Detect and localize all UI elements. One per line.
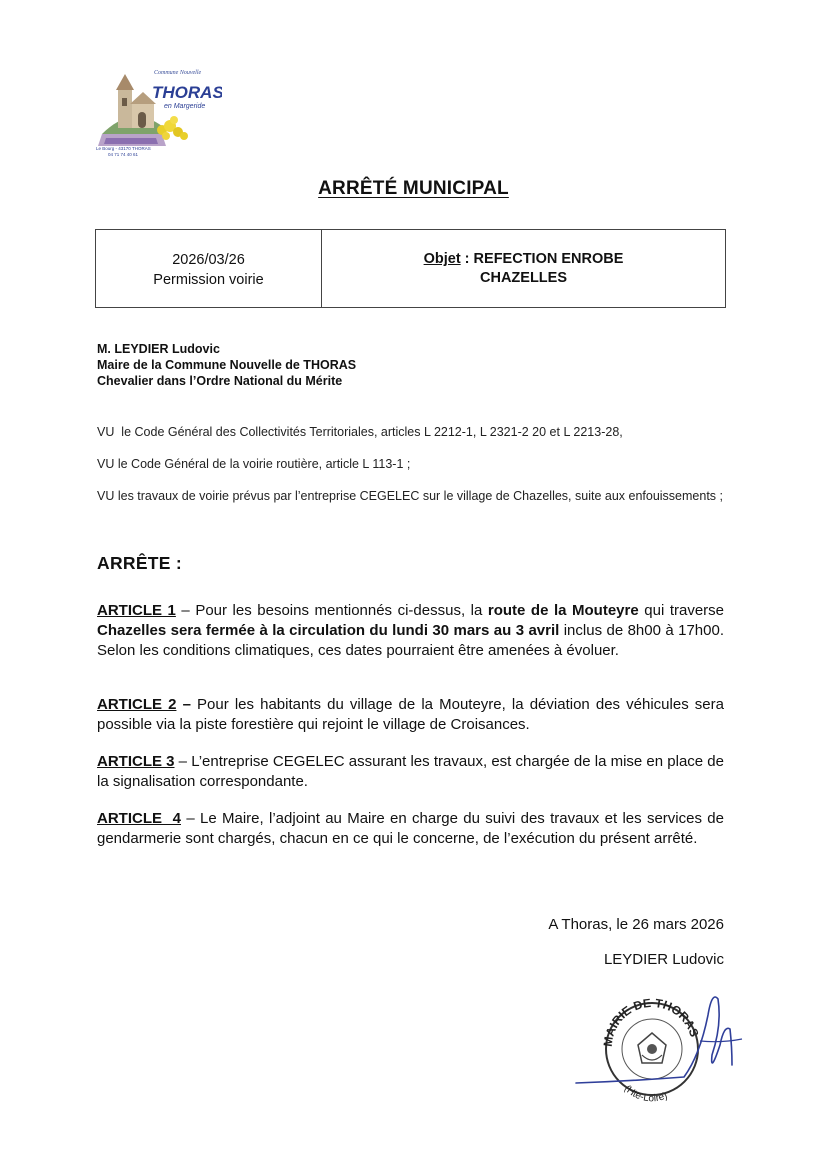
reference-type: Permission voirie bbox=[153, 272, 264, 288]
article-1-label: ARTICLE 1 bbox=[97, 602, 176, 619]
logo-phone: 04 71 74 40 61 bbox=[108, 152, 139, 157]
article-1-sep: – bbox=[175, 602, 196, 619]
article-2-sep: – bbox=[176, 696, 198, 713]
article-2-label: ARTICLE 2 bbox=[97, 696, 177, 713]
reference-object-cell bbox=[322, 230, 725, 307]
signer-name: LEYDIER Ludovic bbox=[603, 951, 724, 968]
object-separator: : bbox=[460, 251, 474, 267]
stamp-bottom-text: (Hte-Loire) bbox=[621, 1083, 670, 1105]
mayor-role: Maire de la Commune Nouvelle de THORAS bbox=[97, 358, 357, 372]
object-label: Objet bbox=[423, 251, 461, 267]
article-2-text: Pour les habitants du village de la Mouteyre, la déviation des véhicules sera possible via la piste forestière qui rejoint le village de Croisances. bbox=[97, 696, 724, 733]
article-3-text: L’entreprise CEGELEC assurant les travaux, est chargée de la mise en place de la signalisation correspondante. bbox=[97, 753, 724, 790]
article-1-text-2: qui traverse bbox=[638, 602, 725, 619]
commune-logo bbox=[92, 64, 222, 158]
mayor-name: M. LEYDIER Ludovic bbox=[97, 342, 220, 356]
official-stamp bbox=[572, 985, 747, 1115]
place-date: A Thoras, le 26 mars 2026 bbox=[548, 916, 724, 933]
mayor-block bbox=[97, 341, 356, 389]
logo-subtitle: en Margeride bbox=[164, 103, 206, 110]
logo-address: Le Bourg - 43170 THORAS bbox=[96, 146, 151, 151]
article-1-text-3: inclus de 8h00 à 17h00. Selon les conditions climatiques, ces dates pourraient être amenées à évoluer. bbox=[97, 622, 724, 659]
consideration-1: VU le Code Général des Collectivités Territoriales, articles L 2212-1, L 2321-2 20 et L 2213-28, bbox=[97, 425, 623, 439]
reference-number-cell bbox=[96, 230, 322, 307]
article-1-text-1: Pour les besoins mentionnés ci-dessus, la bbox=[195, 602, 488, 619]
article-2 bbox=[97, 695, 724, 735]
object-line-1: REFECTION ENROBE bbox=[473, 251, 624, 267]
article-4-label: ARTICLE 4 bbox=[97, 810, 181, 827]
logo-name: THORAS bbox=[152, 83, 222, 102]
mayor-honor: Chevalier dans l’Ordre National du Mérite bbox=[97, 374, 343, 388]
article-3 bbox=[97, 752, 724, 792]
consideration-3: VU les travaux de voirie prévus par l’entreprise CEGELEC sur le village de Chazelles, suite aux enfouissements ; bbox=[97, 489, 723, 503]
stamp-top-text: MAIRIE DE THORAS bbox=[600, 995, 702, 1048]
article-3-label: ARTICLE 3 bbox=[97, 753, 175, 770]
reference-box bbox=[95, 229, 726, 308]
article-1 bbox=[97, 601, 724, 661]
consideration-2: VU le Code Général de la voirie routière, article L 113-1 ; bbox=[97, 457, 411, 471]
article-1-bold-1: route de la Mouteyre bbox=[487, 602, 639, 619]
reference-number: 2026/03/26 bbox=[172, 252, 245, 268]
article-4-sep: – bbox=[181, 810, 200, 827]
logo-commune-line: Commune Nouvelle bbox=[154, 70, 202, 76]
article-1-bold-2: Chazelles sera fermée à la circulation du lundi 30 mars au 3 avril bbox=[97, 622, 560, 639]
article-4 bbox=[97, 809, 724, 849]
article-4-text: Le Maire, l’adjoint au Maire en charge du suivi des travaux et les services de gendarmerie sont chargés, chacun en ce qui le concerne, de l’exécution du présent arrêté. bbox=[97, 810, 724, 847]
article-3-sep: – bbox=[174, 753, 192, 770]
object-line-2: CHAZELLES bbox=[480, 270, 567, 286]
page-title: ARRÊTÉ MUNICIPAL bbox=[318, 178, 509, 199]
decree-heading: ARRÊTE : bbox=[97, 553, 183, 573]
